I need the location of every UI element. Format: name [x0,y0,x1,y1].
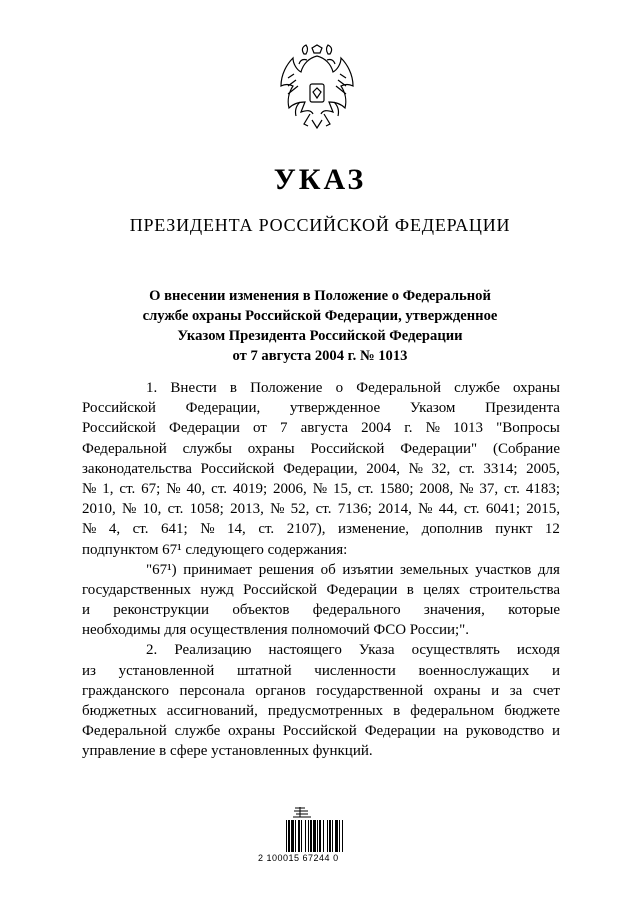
text-line: из установленной штатной численности военнослужащих и [82,662,560,679]
coat-of-arms-icon [274,44,360,138]
document-body [82,378,560,762]
barcode-icon [286,820,360,852]
text-line: 1. Внести в Положение о Федеральной службе охраны [146,380,560,396]
paragraph-1 [82,378,560,560]
document-type-title: УКАЗ [273,163,367,196]
text-line: законодательства Российской Федерации, 2004, № 32, ст. 3314; 2005, [82,460,560,477]
paragraph-2 [82,640,560,761]
heading-line: службе охраны Российской Федерации, утвержденное [142,308,498,324]
heading-line: Указом Президента Российской Федерации [177,328,463,344]
text-line: Российской Федерации, утвержденное Указом Президента [82,400,560,417]
text-line: бюджетных ассигнований, предусмотренных в федеральном бюджете [82,703,560,719]
text-line: подпунктом 67¹ следующего содержания: [82,541,348,558]
text-line: № 1, ст. 67; № 40, ст. 4019; 2006, № 15, ст. 1580; 2008, № 37, ст. 4183; [82,480,560,497]
text-line: "67¹) принимает решения об изъятии земельных участков для [146,561,560,578]
text-line: гражданского персонала органов государственной охраны и за счет [82,682,560,699]
text-line: и реконструкции объектов федерального значения, которые [82,602,560,619]
barcode-block [258,806,386,866]
text-line: Федеральной службы охраны Российской Федерации" (Собрание [82,440,560,457]
issuer-subtitle: ПРЕЗИДЕНТА РОССИЙСКОЙ ФЕДЕРАЦИИ [129,215,511,235]
text-line: необходимы для осуществления полномочий ФСО России;". [82,622,470,639]
text-line: 2. Реализацию настоящего Указа осуществлять исходя [146,642,560,659]
barcode-mark-icon [292,806,314,820]
quoted-subitem [82,560,560,641]
text-line: Российской Федерации от 7 августа 2004 г. № 1013 "Вопросы [82,420,560,437]
text-line: государственных нужд Российской Федерации в целях строительства [82,581,560,598]
text-line: 2010, № 10, ст. 1058; 2013, № 52, ст. 7136; 2014, № 44, ст. 6041; 2015, [82,501,560,518]
heading-line: О внесении изменения в Положение о Федеральной [149,288,491,304]
heading-line: от 7 августа 2004 г. № 1013 [232,348,408,364]
text-line: Федеральной службе охраны Российской Федерации на руководство и [82,723,560,740]
text-line: управление в сфере установленных функций. [82,743,373,760]
barcode-number: 2 100015 67244 0 [258,853,339,863]
text-line: № 4, ст. 641; № 14, ст. 2107), изменение, дополнив пункт 12 [82,521,560,538]
document-heading [0,286,640,366]
